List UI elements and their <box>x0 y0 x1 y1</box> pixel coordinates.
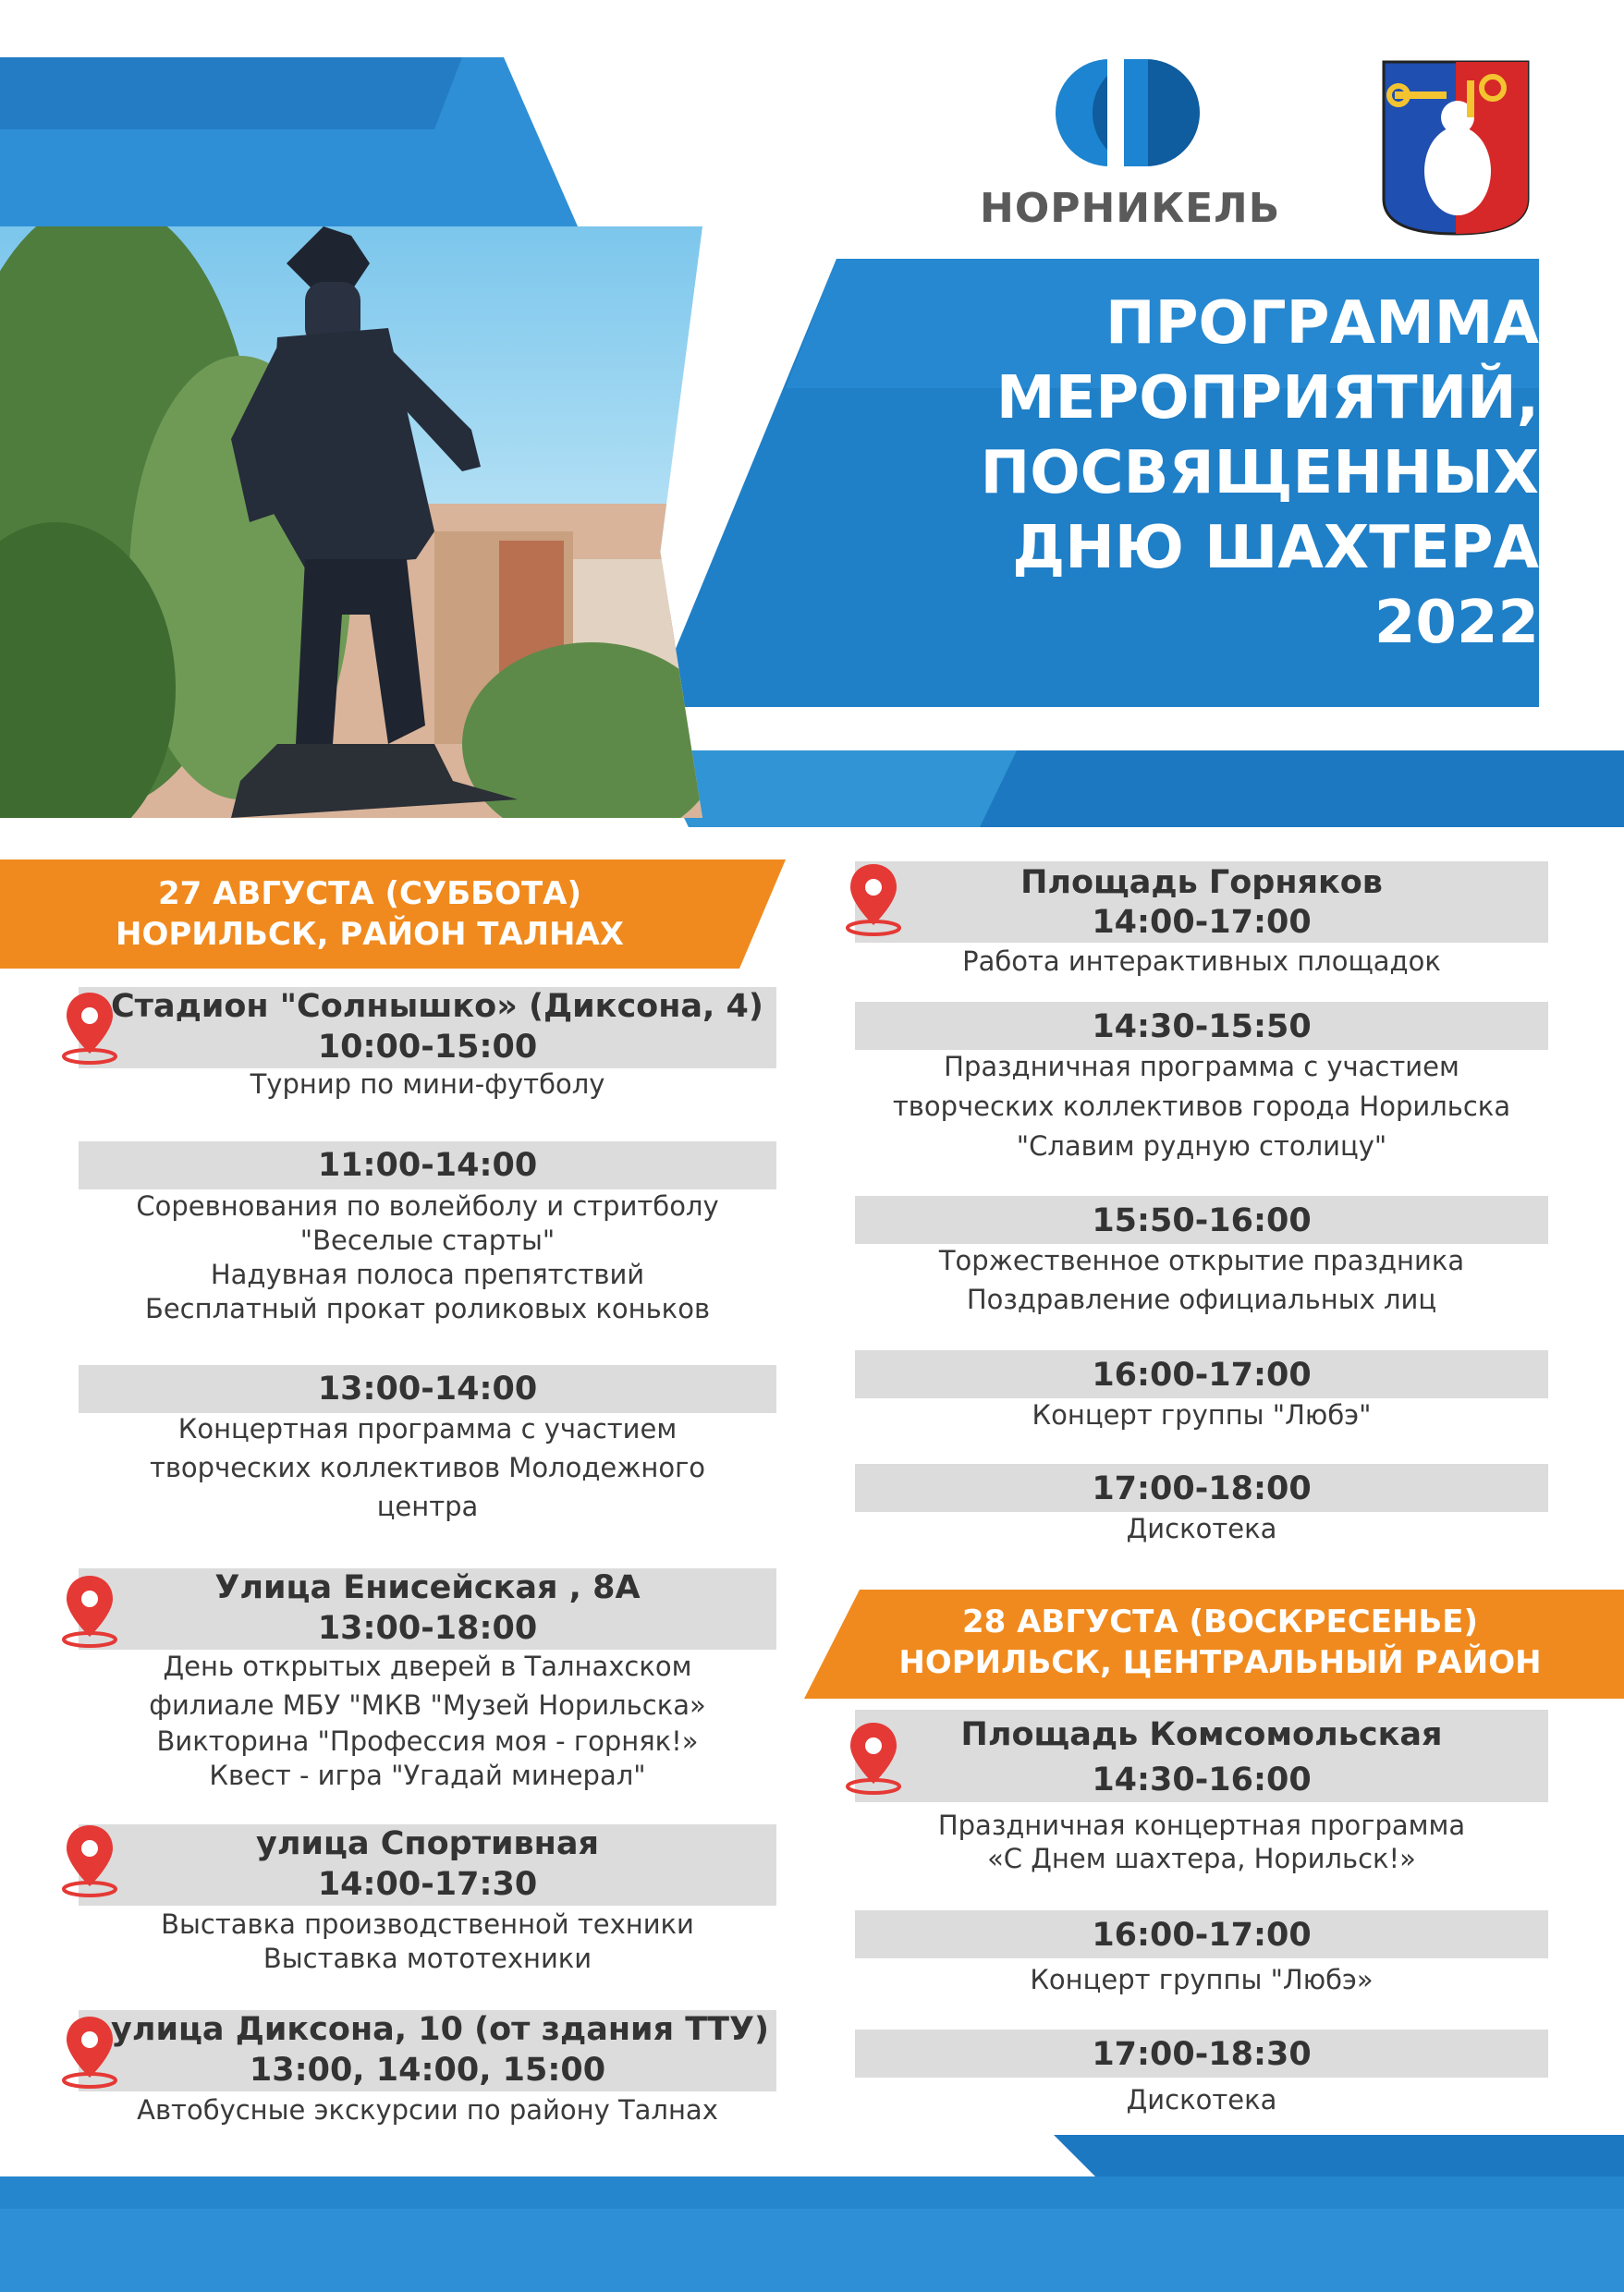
event-desc-line: Торжественное открытие праздника <box>938 1245 1465 1276</box>
event-desc-line: творческих коллективов Молодежного <box>149 1452 706 1483</box>
nornickel-logo <box>980 55 1281 240</box>
event-desc-line: Выставка производственной техники <box>161 1908 694 1940</box>
event-desc-line: Концертная программа с участием <box>177 1413 678 1445</box>
event-time: 13:00-18:00 <box>317 1610 538 1647</box>
location-title: Площадь Горняков <box>1020 864 1383 901</box>
event-time: 15:50-16:00 <box>1092 1202 1312 1239</box>
event-desc-line: центра <box>376 1491 479 1522</box>
event-desc-line: Турнир по мини-футболу <box>250 1068 605 1100</box>
day1-area: НОРИЛЬСК, РАЙОН ТАЛНАХ <box>116 916 624 953</box>
event-desc-line: Автобусные экскурсии по району Талнах <box>137 2094 718 2126</box>
event-desc-line: Концерт группы "Любэ» <box>1030 1964 1374 1995</box>
event-time: 14:30-15:50 <box>1092 1008 1312 1045</box>
event-time: 10:00-15:00 <box>317 1029 538 1066</box>
event-desc-line: День открытых дверей в Талнахском <box>163 1651 692 1682</box>
day2-area: НОРИЛЬСК, ЦЕНТРАЛЬНЫЙ РАЙОН <box>898 1644 1542 1681</box>
event-desc-line: творческих коллективов города Норильска <box>892 1091 1511 1122</box>
day1-date: 27 АВГУСТА (СУББОТА) <box>157 875 582 912</box>
event-desc-line: Дискотека <box>1126 2084 1277 2115</box>
event-desc-line: Надувная полоса препятствий <box>210 1259 645 1290</box>
day1-banner <box>0 873 739 984</box>
event-time: 17:00-18:00 <box>1092 1470 1312 1507</box>
day2-banner <box>836 1602 1604 1713</box>
day2-date: 28 АВГУСТА (ВОСКРЕСЕНЬЕ) <box>961 1603 1479 1640</box>
footer-decoration <box>0 2126 1624 2292</box>
event-desc-line: Квест - игра "Угадай минерал" <box>209 1760 646 1791</box>
location-title: Улица Енисейская , 8А <box>214 1569 641 1606</box>
event-desc-line: "Веселые старты" <box>299 1225 556 1256</box>
location-title: Стадион "Солнышко» (Диксона, 4) <box>111 988 763 1025</box>
title-line: ПРОГРАММА <box>1105 289 1539 358</box>
event-desc-line: Соревнования по волейболу и стритболу <box>136 1190 719 1222</box>
event-desc-line: Праздничная программа с участием <box>944 1051 1459 1082</box>
miner-monument-photo <box>0 226 702 818</box>
event-desc-line: Выставка мототехники <box>263 1943 592 1974</box>
event-time: 13:00-14:00 <box>317 1371 538 1408</box>
title-line: МЕРОПРИЯТИЙ, <box>995 364 1539 433</box>
event-desc-line: Бесплатный прокат роликовых коньков <box>144 1293 711 1324</box>
title-line: 2022 <box>1374 589 1539 657</box>
title-line: ДНЮ ШАХТЕРА <box>1012 514 1539 582</box>
event-desc-line: Поздравление официальных лиц <box>966 1284 1437 1315</box>
event-time: 14:00-17:30 <box>317 1866 538 1903</box>
norilsk-crest-icon <box>1382 60 1530 236</box>
event-desc-line: Дискотека <box>1126 1513 1277 1544</box>
event-time: 14:30-16:00 <box>1092 1762 1312 1798</box>
event-time: 16:00-17:00 <box>1092 1357 1312 1394</box>
event-desc-line: «С Днем шахтера, Норильск!» <box>987 1843 1416 1874</box>
location-title: Площадь Комсомольская <box>960 1716 1443 1753</box>
event-desc-line: Работа интерактивных площадок <box>962 945 1441 977</box>
event-time: 17:00-18:30 <box>1092 2036 1312 2073</box>
event-time: 13:00, 14:00, 15:00 <box>249 2052 606 2089</box>
nornickel-logo-icon <box>1052 55 1203 171</box>
event-desc-line: "Славим рудную столицу" <box>1016 1130 1387 1162</box>
event-desc-line: филиале МБУ "МКВ "Музей Норильска» <box>149 1689 706 1721</box>
event-time: 11:00-14:00 <box>317 1147 538 1184</box>
location-title: улица Спортивная <box>256 1825 599 1862</box>
page-title <box>647 286 1539 661</box>
logo-wordmark: НОРНИКЕЛЬ <box>980 185 1281 232</box>
location-title: улица Диксона, 10 (от здания ТТУ) <box>111 2011 769 2048</box>
title-line: ПОСВЯЩЕННЫХ <box>980 439 1539 507</box>
event-desc-line: Праздничная концертная программа <box>937 1810 1466 1841</box>
event-time: 16:00-17:00 <box>1092 1917 1312 1954</box>
event-desc-line: Викторина "Профессия моя - горняк!» <box>156 1725 699 1757</box>
event-desc-line: Концерт группы "Любэ" <box>1032 1399 1372 1431</box>
event-time: 14:00-17:00 <box>1092 904 1312 941</box>
